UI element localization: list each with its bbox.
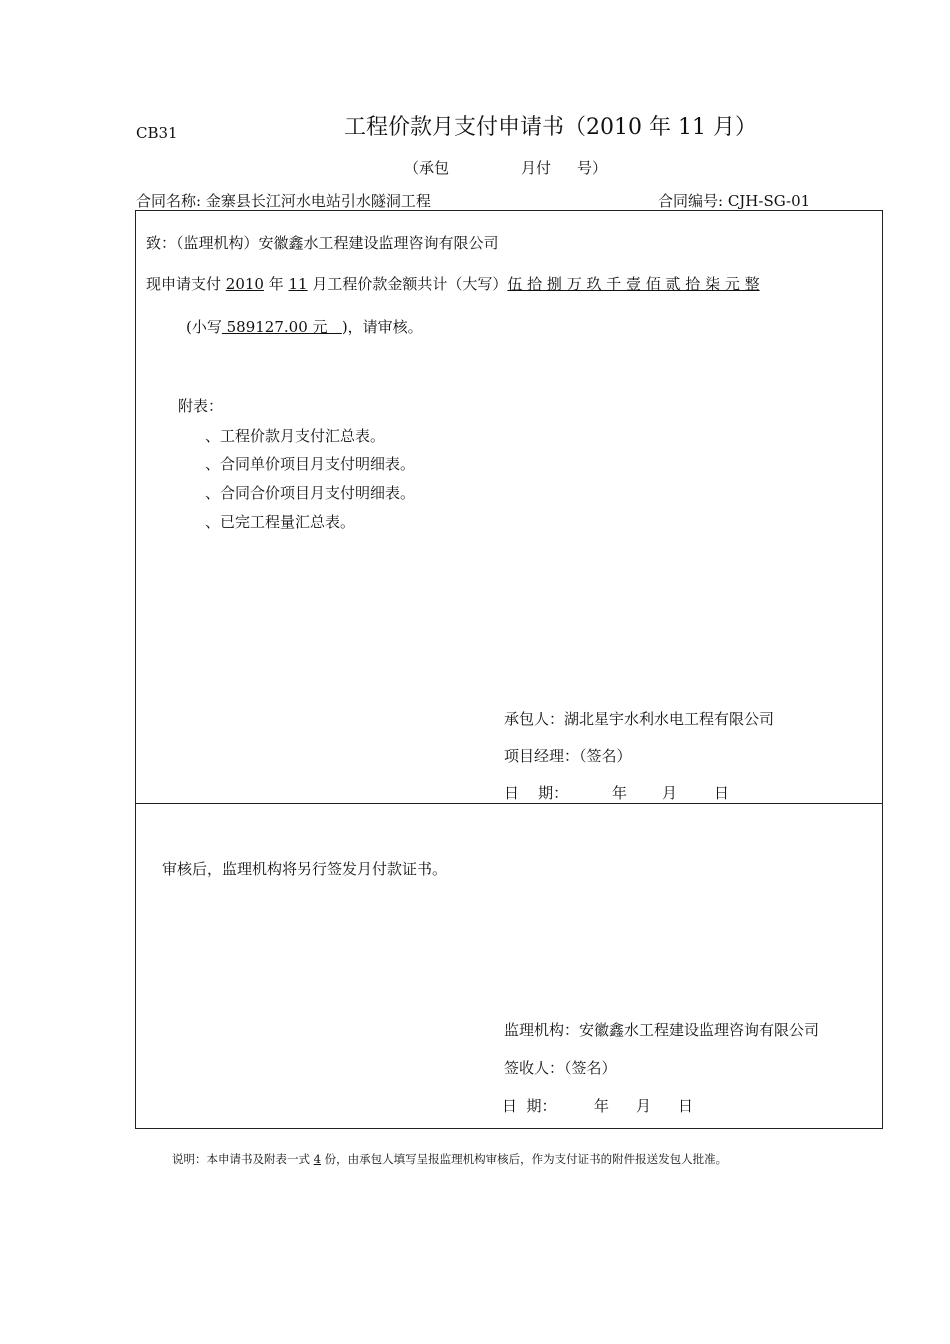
attachment-item: 、工程价款月支付汇总表。 (205, 427, 386, 445)
payment-request-line (146, 273, 760, 294)
note-suffix: 份，由承包人填写呈报监理机构审核后，作为支付证书的附件报送发包人批准。 (320, 1152, 728, 1166)
contract-name: 合同名称: 金寨县长江河水电站引水隧洞工程 (136, 192, 431, 210)
subtitle (404, 157, 607, 178)
contract-number: 合同编号: CJH-SG-01 (658, 192, 811, 210)
contractor: 承包人：湖北星宇水利水电工程有限公司 (504, 710, 775, 728)
request-prefix: 现申请支付 (146, 275, 226, 293)
attachments-label: 附表： (178, 397, 224, 415)
subtitle-mid: 月付 (521, 159, 552, 177)
application-date-month: 月 (662, 784, 678, 802)
page-title: 工程价款月支付申请书（2010 年 11 月） (344, 115, 757, 140)
form-code: CB31 (136, 124, 178, 142)
note-copies: 4 (313, 1152, 321, 1166)
amount-number: 589127.00 元 (221, 318, 342, 336)
review-date-month: 月 (636, 1097, 652, 1115)
review-date-year: 年 (594, 1097, 610, 1115)
small-prefix: (小写 (186, 318, 222, 336)
attachment-item: 、已完工程量汇总表。 (205, 513, 356, 531)
amount-small-line (186, 316, 423, 337)
review-text: 审核后，监理机构将另行签发月付款证书。 (162, 860, 448, 878)
request-month: 11 (288, 275, 308, 293)
review-date-label: 日 期： (502, 1097, 557, 1115)
application-date-day: 日 (714, 784, 730, 802)
review-date-day: 日 (678, 1097, 694, 1115)
receiver: 签收人：（签名） (504, 1059, 617, 1077)
small-suffix: )，请审核。 (341, 318, 423, 336)
request-month-text: 月工程价款金额共计（大写） (307, 275, 508, 293)
request-year-unit: 年 (263, 275, 289, 293)
application-date-year: 年 (612, 784, 628, 802)
subtitle-suffix: 号） (577, 159, 608, 177)
project-manager: 项目经理：（签名） (504, 747, 632, 765)
note-prefix: 说明：本申请书及附表一式 (172, 1152, 314, 1166)
addressee: 致：（监理机构）安徽鑫水工程建设监理咨询有限公司 (146, 234, 499, 252)
subtitle-prefix: （承包 (404, 159, 450, 177)
amount-in-words: 伍 拾 捌 万 玖 千 壹 佰 贰 拾 柒 元 整 (507, 275, 760, 293)
request-year: 2010 (225, 275, 264, 293)
footnote (172, 1151, 727, 1167)
attachment-item: 、合同单价项目月支付明细表。 (205, 455, 416, 473)
attachment-item: 、合同合价项目月支付明细表。 (205, 484, 416, 502)
supervision-agency: 监理机构：安徽鑫水工程建设监理咨询有限公司 (504, 1021, 820, 1039)
application-date-label: 日 期： (504, 784, 569, 802)
review-section (135, 803, 883, 1129)
